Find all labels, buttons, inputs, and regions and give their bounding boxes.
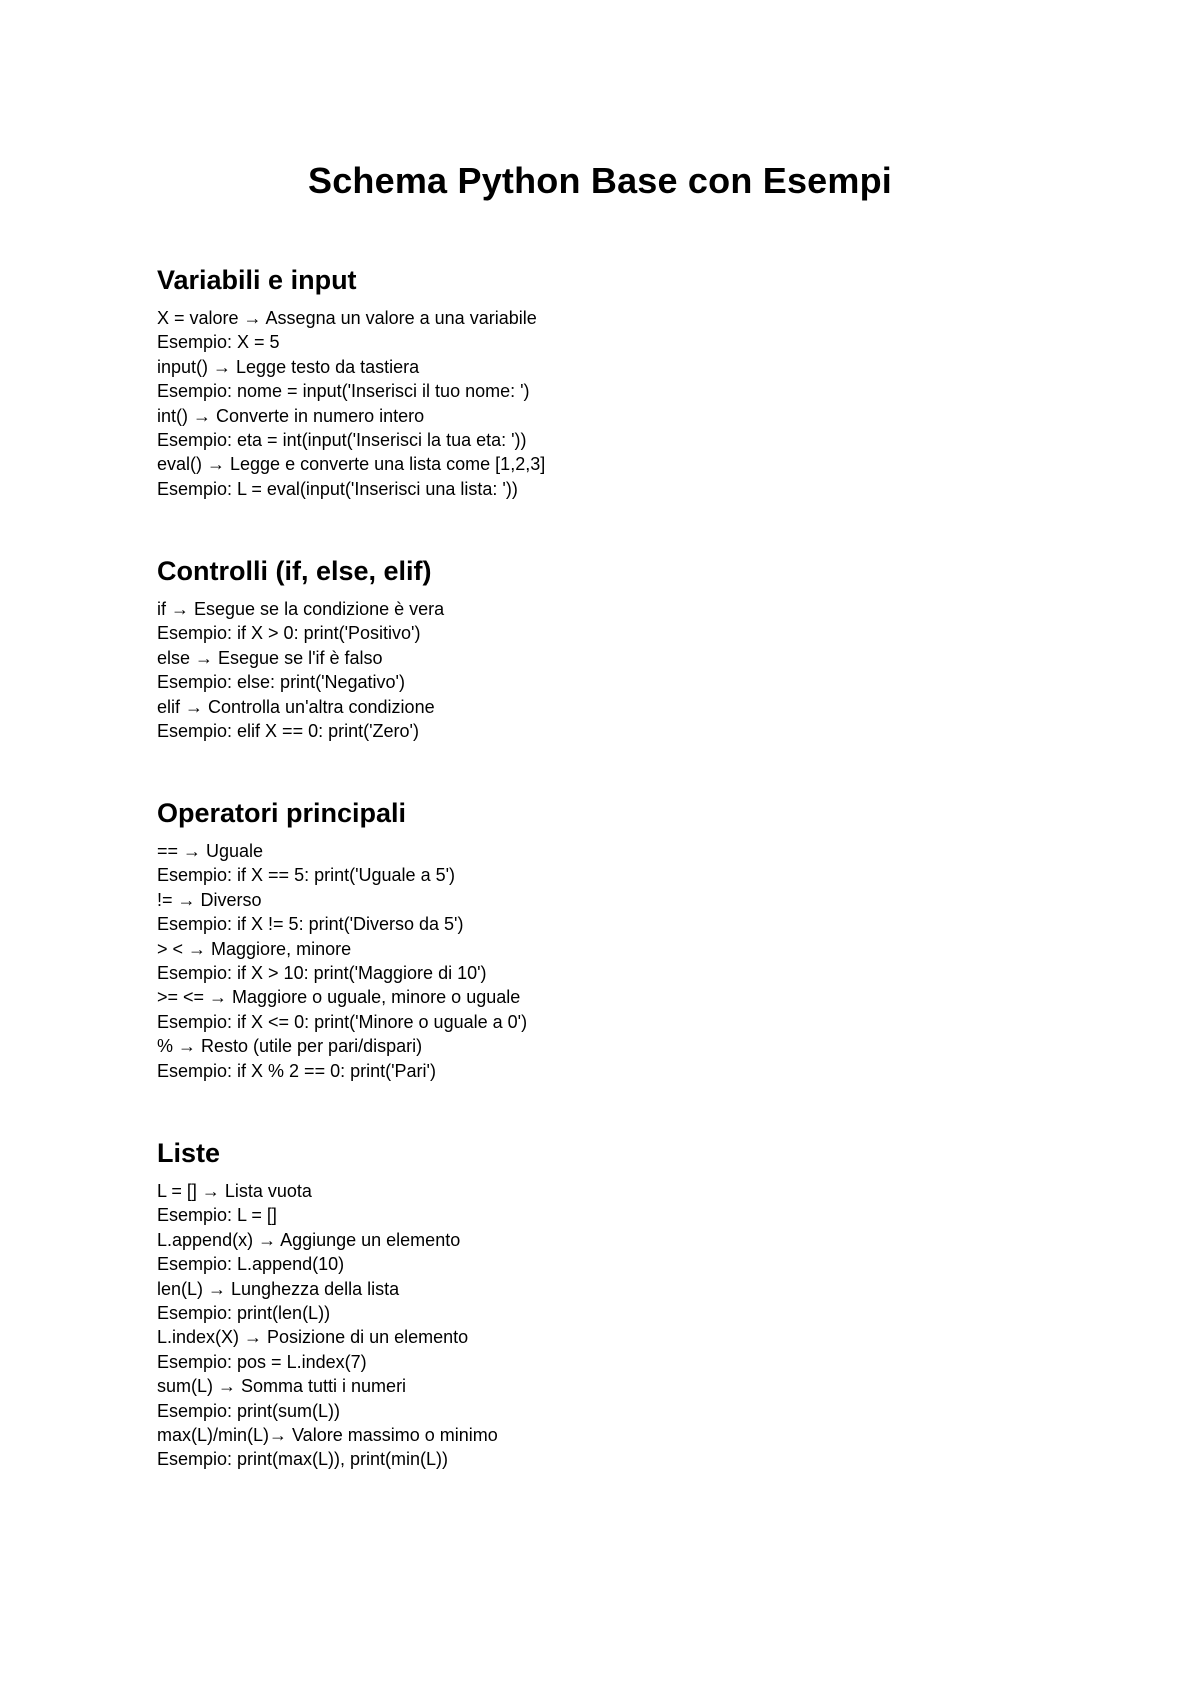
example-line: Esempio: if X <= 0: print('Minore o uguale a 0') [157,1011,528,1032]
text-line: if → Esegue se la condizione è vera [157,599,445,619]
section-heading: Liste [157,1138,221,1168]
section-operators [157,795,1057,1083]
example-line: Esempio: L = [] [157,1205,277,1226]
section-controls [157,553,1057,743]
example-line: Esempio: print(sum(L)) [157,1400,341,1421]
example-line: Esempio: else: print('Negativo') [157,672,405,693]
example-line: Esempio: eta = int(input('Inserisci la tua eta: ')) [157,430,527,451]
example-line: Esempio: if X > 10: print('Maggiore di 10') [157,963,487,984]
section-lists [157,1135,1057,1472]
text-line: elif → Controlla un'altra condizione [157,696,435,717]
text-line: >= <= → Maggiore o uguale, minore o uguale [157,987,521,1008]
text-line: input() → Legge testo da tastiera [157,356,420,377]
example-line: Esempio: print(len(L)) [157,1303,331,1324]
text-line: L.index(X) → Posizione di un elemento [157,1327,469,1348]
text-line: == → Uguale [157,841,264,861]
example-line: Esempio: nome = input('Inserisci il tuo nome: ') [157,381,530,402]
example-line: Esempio: pos = L.index(7) [157,1351,367,1372]
text-line: eval() → Legge e converte una lista come [1,2,3] [157,454,546,475]
page-title: Schema Python Base con Esempi [308,160,892,201]
example-line: Esempio: elif X == 0: print('Zero') [157,721,419,742]
example-line: Esempio: X = 5 [157,332,280,353]
example-line: Esempio: if X == 5: print('Uguale a 5') [157,865,456,886]
section-heading: Variabili e input [157,265,357,295]
section-heading: Controlli (if, else, elif) [157,556,432,586]
section-heading: Operatori principali [157,798,407,828]
text-line: len(L) → Lunghezza della lista [157,1278,400,1299]
text-line: else → Esegue se l'if è falso [157,647,383,668]
example-line: Esempio: L = eval(input('Inserisci una lista: ')) [157,478,518,499]
example-line: Esempio: if X % 2 == 0: print('Pari') [157,1060,436,1081]
example-line: Esempio: if X > 0: print('Positivo') [157,623,421,644]
example-line: Esempio: if X != 5: print('Diverso da 5') [157,914,464,935]
example-line: Esempio: print(max(L)), print(min(L)) [157,1449,449,1470]
text-line: L = [] → Lista vuota [157,1181,312,1201]
text-line: int() → Converte in numero intero [157,405,425,426]
section-variables-input [157,262,1057,501]
example-line: Esempio: L.append(10) [157,1254,345,1275]
text-line: max(L)/min(L)→ Valore massimo o minimo [157,1425,498,1446]
text-line: > < → Maggiore, minore [157,938,352,959]
text-line: != → Diverso [157,889,262,910]
text-line: L.append(x) → Aggiunge un elemento [157,1229,461,1250]
text-line: sum(L) → Somma tutti i numeri [157,1376,407,1397]
text-line: X = valore → Assegna un valore a una variabile [157,308,537,328]
text-line: % → Resto (utile per pari/dispari) [157,1036,423,1057]
